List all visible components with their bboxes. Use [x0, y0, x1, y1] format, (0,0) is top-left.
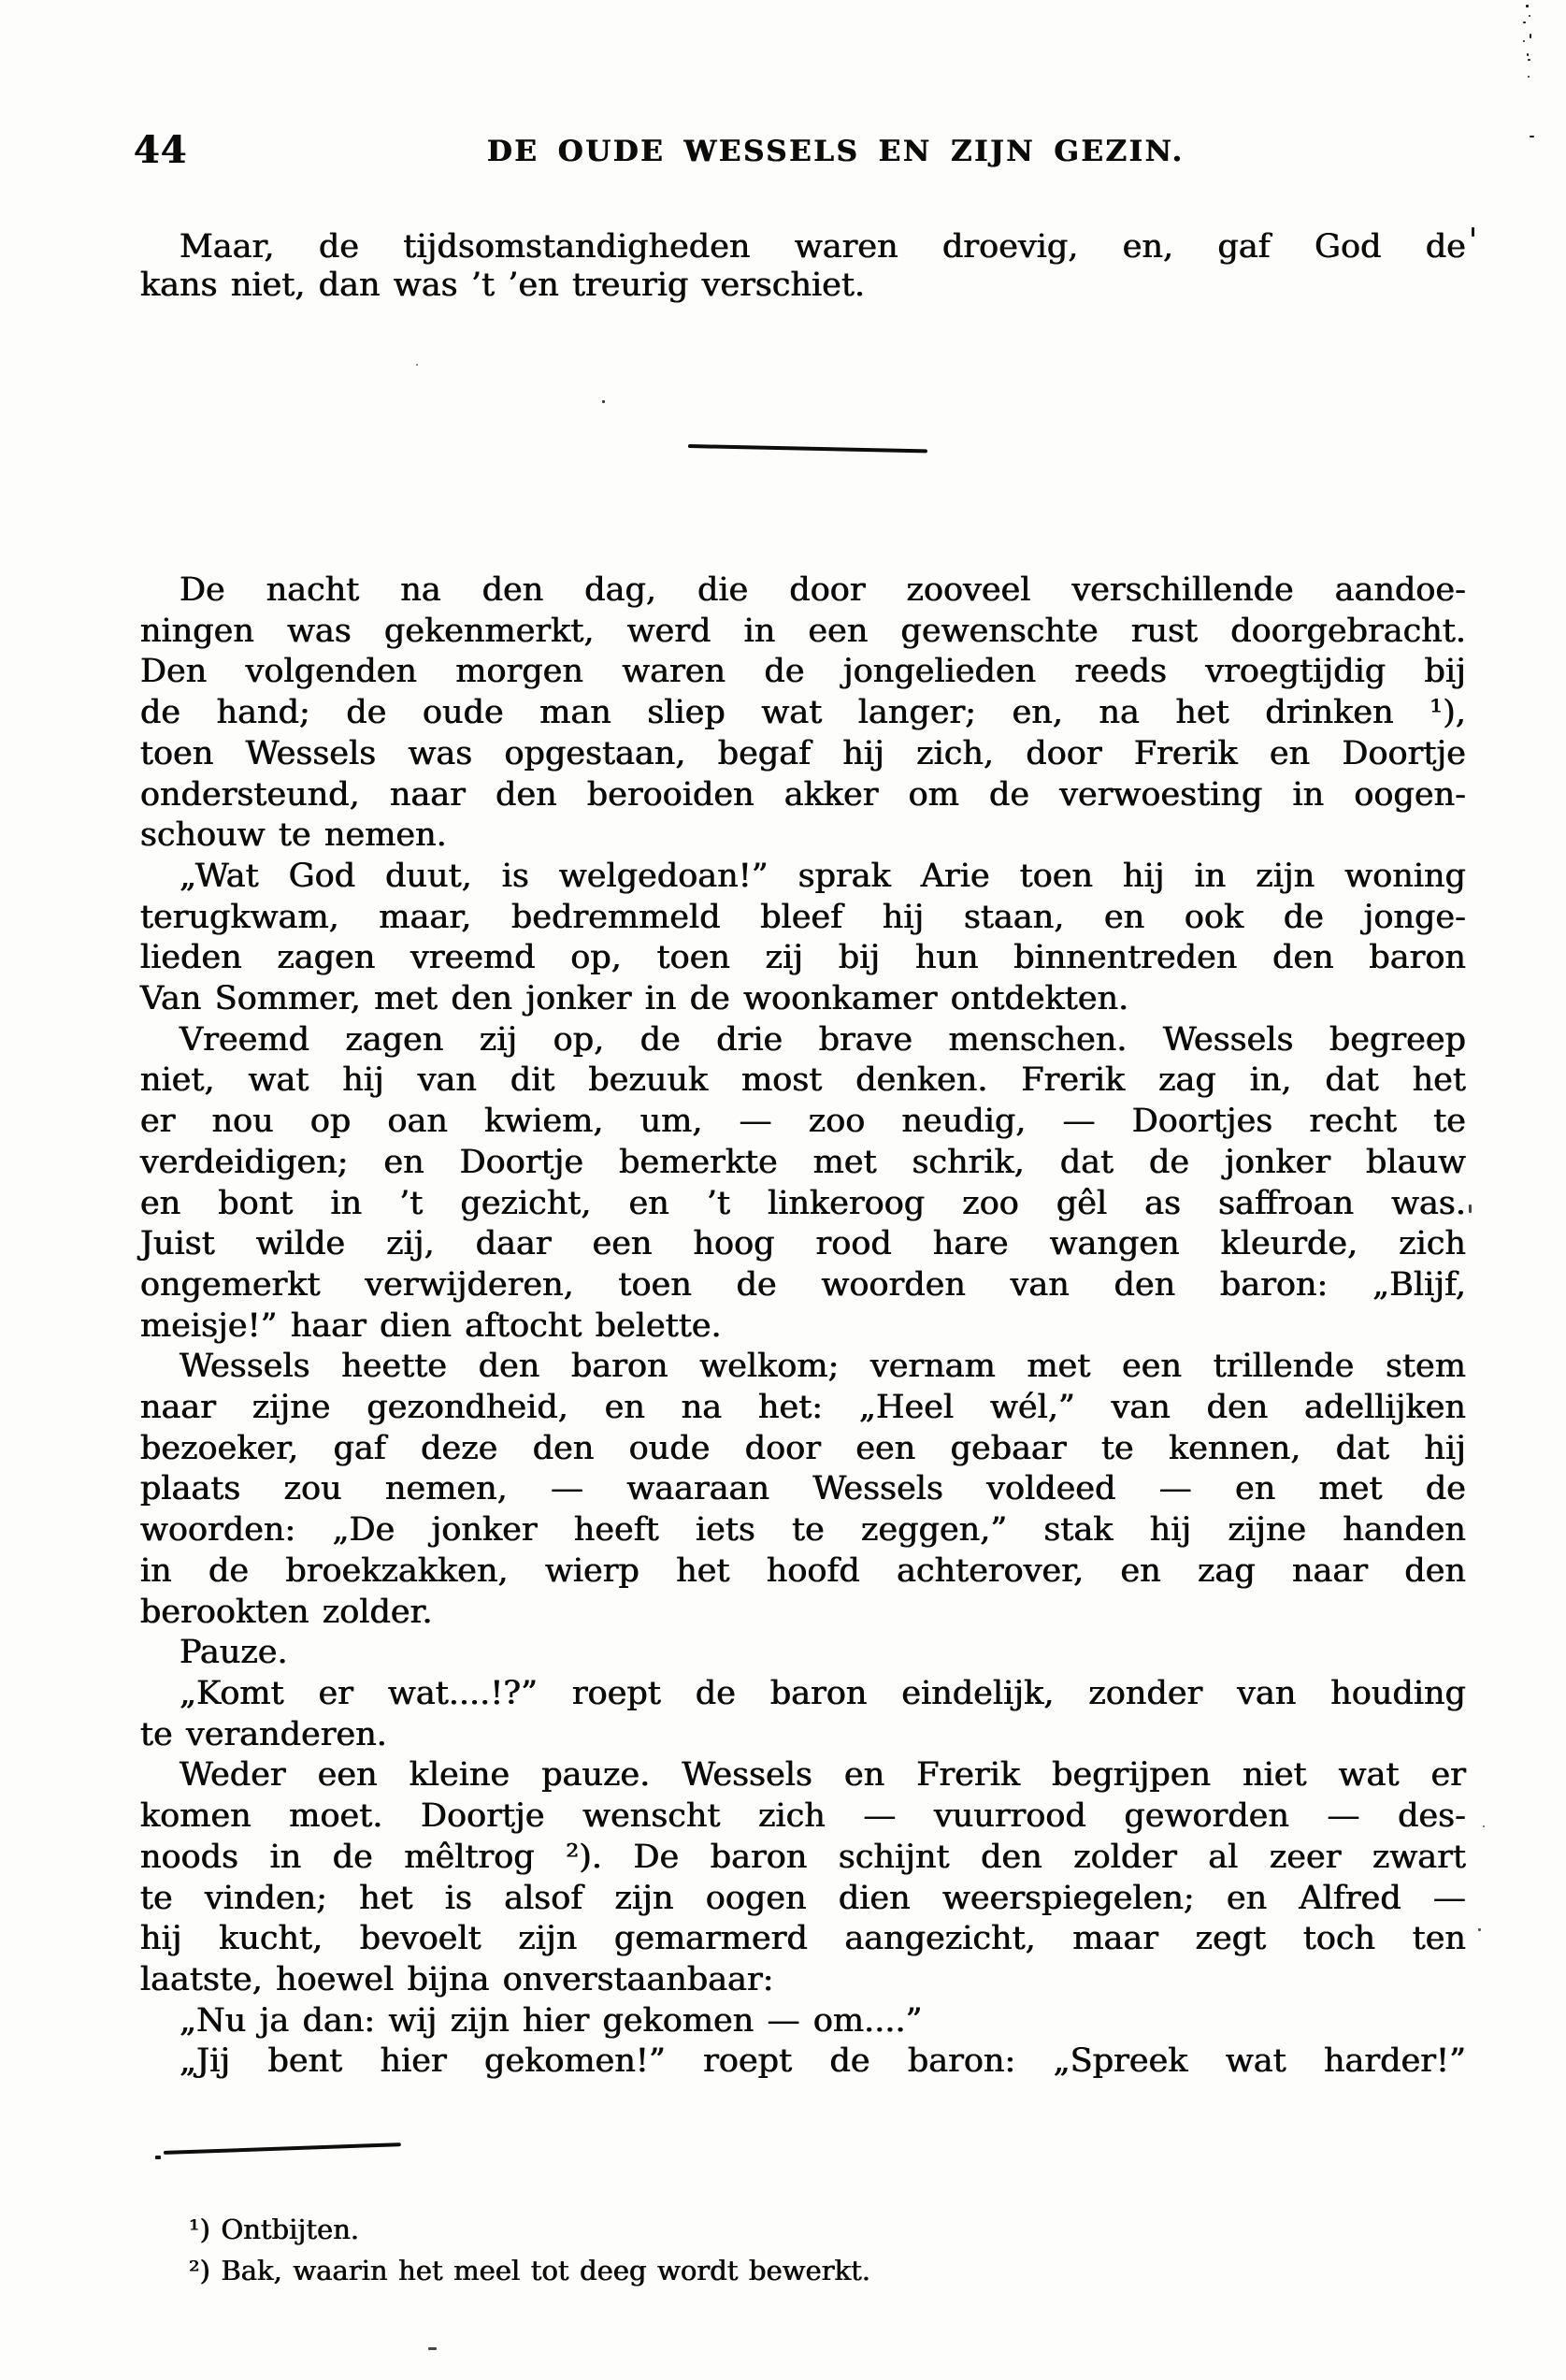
- text-line: komen moet. Doortje wenscht zich — vuurrood geworden — des-: [140, 1797, 1466, 1836]
- text-line: „Wat God duut, is welgedoan!” sprak Arie toen hij in zijn woning: [180, 857, 1466, 895]
- section-divider: [688, 444, 927, 453]
- text-line: Maar, de tijdsomstandigheden waren droevig, en, gaf God de: [180, 228, 1466, 266]
- text-line: te vinden; het is alsof zijn oogen dien weerspiegelen; en Alfred —: [140, 1879, 1466, 1917]
- text-line: kans niet, dan was ’t ’en treurig verschiet.: [140, 267, 866, 304]
- text-line: Den volgenden morgen waren de jongelieden reeds vroegtijdig bij: [140, 653, 1466, 691]
- scan-speck: [1523, 22, 1526, 23]
- text-line: De nacht na den dag, die door zooveel verschillende aandoe-: [180, 571, 1466, 609]
- scan-speck: [1523, 40, 1525, 42]
- page-number: 44: [134, 128, 188, 172]
- text-line: Wessels heette den baron welkom; vernam met een trillende stem: [180, 1348, 1466, 1386]
- text-line: ningen was gekenmerkt, werd in een gewenschte rust doorgebracht.: [140, 612, 1466, 650]
- text-line: schouw te nemen.: [140, 816, 447, 855]
- text-line: Weder een kleine pauze. Wessels en Frerik begrijpen niet wat er: [180, 1756, 1466, 1795]
- text-line: en bont in ’t gezicht, en ’t linkeroog zoo gêl as saffroan was.: [140, 1184, 1466, 1222]
- scan-speck: [155, 2156, 161, 2159]
- scan-speck: [1526, 5, 1529, 7]
- text-line: noods in de mêltrog ²). De baron schijnt den zolder al zeer zwart: [140, 1838, 1466, 1876]
- text-line: ongemerkt verwijderen, toen de woorden van den baron: „Blijf,: [140, 1265, 1466, 1304]
- text-line: berookten zolder.: [140, 1593, 433, 1631]
- text-line: bezoeker, gaf deze den oude door een gebaar te kennen, dat hij: [140, 1429, 1466, 1467]
- scan-speck: [1528, 76, 1530, 78]
- scan-speck: [1530, 34, 1531, 38]
- scan-speck: [428, 2347, 437, 2350]
- text-line: meisje!” haar dien aftocht belette.: [140, 1306, 722, 1345]
- body-text: [140, 570, 1466, 2083]
- text-line: terugkwam, maar, bedremmeld bleef hij staan, en ook de jonge-: [140, 898, 1466, 936]
- text-line: Juist wilde zij, daar een hoog rood hare wangen kleurde, zich: [140, 1225, 1466, 1263]
- footnote-rule: [164, 2142, 401, 2155]
- text-line: te veranderen.: [140, 1715, 387, 1753]
- running-title: DE OUDE WESSELS EN ZIJN GEZIN.: [487, 135, 1185, 168]
- scan-speck: [1469, 1204, 1472, 1213]
- text-line: „Komt er wat....!?” roept de baron eindelijk, zonder van houding: [180, 1674, 1466, 1712]
- text-line: Vreemd zagen zij op, de drie brave menschen. Wessels begreep: [180, 1020, 1466, 1059]
- text-line: laatste, hoewel bijna onverstaanbaar:: [140, 1960, 774, 1998]
- scan-speck: [1472, 227, 1474, 237]
- text-line: er nou op oan kwiem, um, — zoo neudig, — Doortjes recht te: [140, 1103, 1466, 1141]
- text-line: naar zijne gezondheid, en na het: „Heel wél,” van den adellijken: [140, 1389, 1466, 1427]
- text-line: in de broekzakken, wierp het hoofd achterover, en zag naar den: [140, 1551, 1466, 1590]
- text-line: verdeidigen; en Doortje bemerkte met schrik, dat de jonker blauw: [140, 1143, 1466, 1181]
- footnotes: [140, 2209, 1466, 2291]
- text-line: „Nu ja dan: wij zijn hier gekomen — om....”: [180, 2001, 923, 2040]
- text-line: niet, wat hij van dit bezuuk most denken. Frerik zag in, dat het: [140, 1061, 1466, 1100]
- text-line: ondersteund, naar den berooiden akker om de verwoesting in oogen-: [140, 775, 1466, 814]
- scan-speck: [1529, 15, 1530, 17]
- text-line: Van Sommer, met den jonker in de woonkamer ontdekten.: [140, 980, 1129, 1018]
- text-line: plaats zou nemen, — waaraan Wessels voldeed — en met de: [140, 1470, 1466, 1508]
- scan-speck: [416, 364, 418, 366]
- footnote-line: ¹) Ontbijten.: [189, 2214, 360, 2245]
- text-line: „Jij bent hier gekomen!” roept de baron: „Spreek wat harder!”: [180, 2042, 1466, 2081]
- scan-speck: [1478, 1928, 1481, 1931]
- text-line: toen Wessels was opgestaan, begaf hij zich, door Frerik en Doortje: [140, 734, 1466, 772]
- text-line: Pauze.: [180, 1634, 288, 1672]
- scan-speck: [1528, 59, 1530, 61]
- scan-speck: [1530, 136, 1534, 137]
- scan-speck: [1483, 1825, 1485, 1827]
- text-line: lieden zagen vreemd op, toen zij bij hun binnentreden den baron: [140, 939, 1466, 977]
- intro-paragraph: [140, 228, 1466, 305]
- scan-speck: [602, 400, 605, 403]
- scan-speck: [1527, 53, 1529, 56]
- text-line: de hand; de oude man sliep wat langer; en, na het drinken ¹),: [140, 694, 1466, 732]
- text-line: hij kucht, bevoelt zijn gemarmerd aangezicht, maar zegt toch ten: [140, 1920, 1466, 1958]
- text-line: woorden: „De jonker heeft iets te zeggen,” stak hij zijne handen: [140, 1511, 1466, 1550]
- footnote-line: ²) Bak, waarin het meel tot deeg wordt bewerkt.: [189, 2255, 871, 2286]
